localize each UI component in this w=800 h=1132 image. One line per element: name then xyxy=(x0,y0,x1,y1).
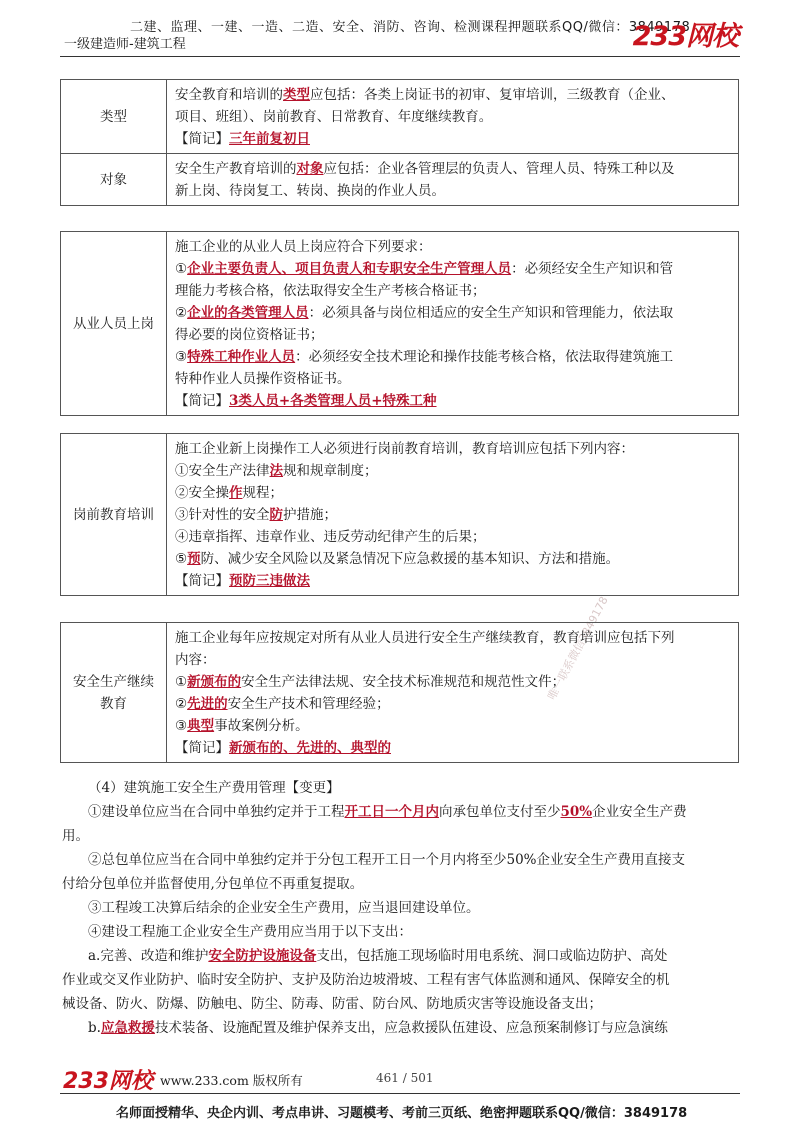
memo-keyword: 3类人员+各类管理人员+特殊工种 xyxy=(229,393,437,409)
text: 内容： xyxy=(175,652,216,668)
row-label xyxy=(61,623,167,763)
row-content-object xyxy=(167,154,739,206)
text: 应包括：企业各管理层的负责人、管理人员、特殊工种以及 xyxy=(323,161,675,177)
memo-prefix: 【简记】 xyxy=(175,131,229,147)
keyword: 典型 xyxy=(187,718,215,734)
text: ③ xyxy=(175,349,188,365)
keyword: 50% xyxy=(560,804,593,820)
paragraph: 用。 xyxy=(62,828,89,844)
row-content xyxy=(167,232,739,416)
keyword: 预 xyxy=(187,551,201,567)
header-subtitle: 一级建造师-建筑工程 xyxy=(64,37,186,52)
row-label: 岗前教育培训 xyxy=(61,434,167,596)
keyword: 安全防护设施设备 xyxy=(208,948,317,964)
text: ④违章指挥、违章作业、违反劳动纪律产生的后果； xyxy=(175,529,486,545)
paragraph: 作业或交叉作业防护、临时安全防护、支护及防治边坡滑坡、工程有害气体监测和通风、保障安全的机 xyxy=(62,972,670,988)
text: a.完善、改造和维护 xyxy=(88,948,209,964)
text: 特种作业人员操作资格证书。 xyxy=(175,371,351,387)
text: 施工企业每年应按规定对所有从业人员进行安全生产继续教育，教育培训应包括下列 xyxy=(175,630,675,646)
text: ① xyxy=(175,674,188,690)
text: ① xyxy=(175,261,188,277)
table-row xyxy=(61,232,739,416)
keyword: 对象 xyxy=(296,161,324,177)
footer-ad: 名师面授精华、央企内训、考点串讲、习题模考、考前三页纸、绝密押题联系QQ/微信：3849178 xyxy=(116,1106,688,1121)
text: 理能力考核合格，依法取得安全生产考核合格证书； xyxy=(175,283,486,299)
row-label-line: 教育 xyxy=(100,695,127,712)
section-heading: （4）建筑施工安全生产费用管理【变更】 xyxy=(88,780,340,796)
keyword: 类型 xyxy=(283,87,310,103)
row-label-line: 安全生产继续 xyxy=(73,673,154,690)
keyword: 应急救援 xyxy=(100,1020,155,1036)
text: 规和规章制度； xyxy=(283,463,378,479)
watermark: 唯一联系微信3849178 xyxy=(545,594,611,703)
text: 应包括：各类上岗证书的初审、复审培训，三级教育（企业、 xyxy=(310,87,675,103)
paragraph: ③工程竣工决算后结余的企业安全生产费用，应当退回建设单位。 xyxy=(88,900,480,916)
page-number: 461 / 501 xyxy=(376,1071,434,1085)
row-content xyxy=(167,623,739,763)
memo-prefix: 【简记】 xyxy=(175,573,229,589)
keyword: 防 xyxy=(269,507,283,523)
brand-logo: 233网校 xyxy=(632,21,738,52)
row-content xyxy=(167,434,739,596)
table-row xyxy=(61,623,739,763)
memo-prefix: 【简记】 xyxy=(175,393,229,409)
text: ：必须经安全技术理论和操作技能考核合格，依法取得建筑施工 xyxy=(295,349,674,365)
text: 向承包单位支付至少 xyxy=(439,804,561,820)
keyword: 作 xyxy=(229,485,243,501)
text: 企业安全生产费 xyxy=(592,804,687,820)
footer-divider xyxy=(60,1093,740,1094)
memo-keyword: 预防三违做法 xyxy=(229,573,310,589)
section-safety-fees xyxy=(62,776,738,1040)
header-contact-line: 二建、监理、一建、一造、二造、安全、消防、咨询、检测课程押题联系QQ/微信：3849178 xyxy=(130,20,691,35)
header-divider xyxy=(60,56,740,57)
text: 技术装备、设施配置及维护保养支出，应急救援队伍建设、应急预案制修订与应急演练 xyxy=(154,1020,668,1036)
text: ⑤ xyxy=(175,551,188,567)
table-row xyxy=(61,80,739,154)
paragraph: ④建设工程施工企业安全生产费用应当用于以下支出： xyxy=(88,924,412,940)
paragraph: ②总包单位应当在合同中单独约定并于分包工程开工日一个月内将至少50%企业安全生产费用直接支 xyxy=(88,852,686,868)
text: 新上岗、待岗复工、转岗、换岗的作业人员。 xyxy=(175,183,445,199)
keyword: 法 xyxy=(269,463,283,479)
paragraph: 付给分包单位并监督使用,分包单位不再重复提取。 xyxy=(62,876,364,892)
table-pre-job-training xyxy=(60,433,739,596)
text: 安全生产法律法规、安全技术标准规范和规范性文件； xyxy=(241,674,566,690)
row-label-type: 类型 xyxy=(61,80,167,154)
table-staff-onboarding xyxy=(60,231,739,416)
keyword: 企业的各类管理人员 xyxy=(187,305,309,321)
paragraph xyxy=(62,944,738,968)
text: ③ xyxy=(175,718,188,734)
text: 施工企业的从业人员上岗应符合下列要求： xyxy=(175,239,432,255)
row-content-type xyxy=(167,80,739,154)
row-label: 从业人员上岗 xyxy=(61,232,167,416)
memo-prefix: 【简记】 xyxy=(175,740,229,756)
paragraph: 械设备、防火、防爆、防触电、防尘、防毒、防雷、防台风、防地质灾害等设施设备支出； xyxy=(62,996,602,1012)
footer-site: www.233.com 版权所有 xyxy=(160,1073,303,1088)
text: 防、减少安全风险以及紧急情况下应急救援的基本知识、方法和措施。 xyxy=(200,551,620,567)
text: ：必须具备与岗位相适应的安全生产知识和管理能力，依法取 xyxy=(308,305,674,321)
table-continuing-education xyxy=(60,622,739,763)
memo-keyword: 新颁布的、先进的、典型的 xyxy=(229,740,391,756)
table-row xyxy=(61,154,739,206)
text: ①建设单位应当在合同中单独约定并于工程 xyxy=(88,804,345,820)
text: 得必要的岗位资格证书； xyxy=(175,327,324,343)
table-row xyxy=(61,434,739,596)
memo-keyword: 三年前复初日 xyxy=(229,131,310,147)
text: ①安全生产法律 xyxy=(175,463,270,479)
keyword: 先进的 xyxy=(187,696,228,712)
paragraph xyxy=(62,1016,738,1040)
table-type-object xyxy=(60,79,739,206)
text: 施工企业新上岗操作工人必须进行岗前教育培训，教育培训应包括下列内容： xyxy=(175,441,634,457)
row-label-object: 对象 xyxy=(61,154,167,206)
text: ③针对性的安全 xyxy=(175,507,270,523)
text: 护措施； xyxy=(283,507,337,523)
keyword: 企业主要负责人、项目负责人和专职安全生产管理人员 xyxy=(187,261,512,277)
text: ：必须经安全生产知识和管 xyxy=(511,261,674,277)
text: 项目、班组）、岗前教育、日常教育、年度继续教育。 xyxy=(175,109,493,125)
text: 安全生产教育培训的 xyxy=(175,161,297,177)
text: 安全教育和培训的 xyxy=(175,87,283,103)
paragraph xyxy=(62,800,738,824)
text: 支出，包括施工现场临时用电系统、洞口或临边防护、高处 xyxy=(316,948,668,964)
text: ② xyxy=(175,305,188,321)
footer-logo: 233网校 xyxy=(63,1069,153,1094)
keyword: 新颁布的 xyxy=(187,674,242,690)
keyword: 开工日一个月内 xyxy=(344,804,439,820)
text: 安全生产技术和管理经验； xyxy=(227,696,390,712)
text: 事故案例分析。 xyxy=(214,718,309,734)
text: ②安全操 xyxy=(175,485,229,501)
text: b. xyxy=(88,1020,101,1036)
keyword: 特殊工种作业人员 xyxy=(187,349,296,365)
text: 规程； xyxy=(242,485,283,501)
text: ② xyxy=(175,696,188,712)
